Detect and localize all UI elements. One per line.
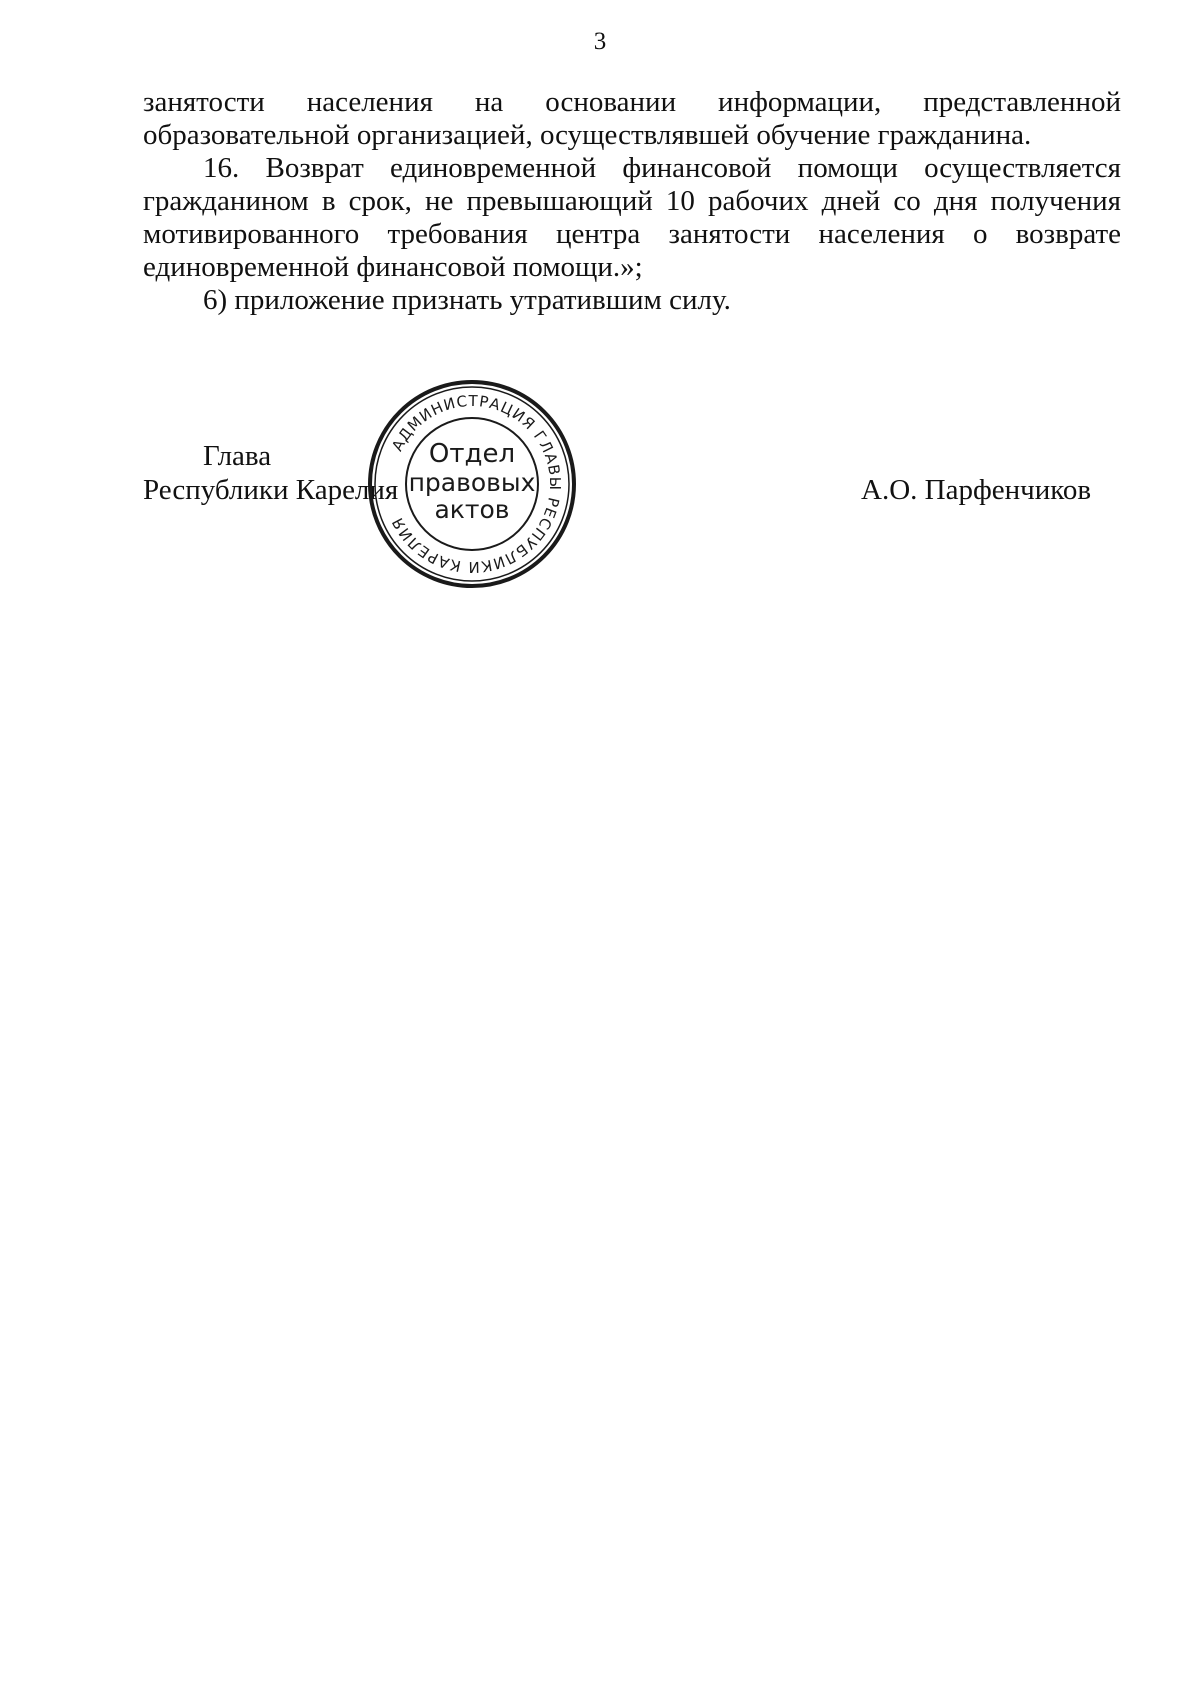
text-line: единовременной финансовой помощи.»; (143, 251, 643, 283)
signatory-title-line2: Республики Карелия (143, 474, 399, 506)
text-line: мотивированного требования центра занятости населения о возврате (143, 218, 1121, 250)
text-line: образовательной организацией, осуществлявшей обучение гражданина. (143, 119, 1032, 151)
page-number: 3 (593, 28, 607, 55)
document-body (143, 86, 1121, 317)
stamp-center-line2: правовых (408, 468, 536, 497)
paragraph-16 (143, 152, 1121, 284)
stamp-center-line3: актов (434, 495, 510, 524)
signatory-title-line1: Глава (203, 440, 272, 472)
text-line: 16. Возврат единовременной финансовой помощи осуществляется (203, 152, 1121, 184)
paragraph-6 (143, 284, 1121, 317)
stamp-center-line1: Отдел (428, 439, 516, 469)
signatory-name: А.О. Парфенчиков (861, 474, 1092, 506)
text-line: гражданином в срок, не превышающий 10 рабочих дней со дня получения (143, 185, 1121, 217)
text-line: 6) приложение признать утратившим силу. (203, 284, 731, 316)
official-stamp (366, 378, 578, 590)
stamp-ring-text-path: АДМИНИСТРАЦИЯ ГЛАВЫ РЕСПУБЛИКИ КАРЕЛИЯ (388, 391, 565, 577)
text-line: занятости населения на основании информации, представленной (143, 86, 1121, 118)
paragraph-continuation (143, 86, 1121, 152)
